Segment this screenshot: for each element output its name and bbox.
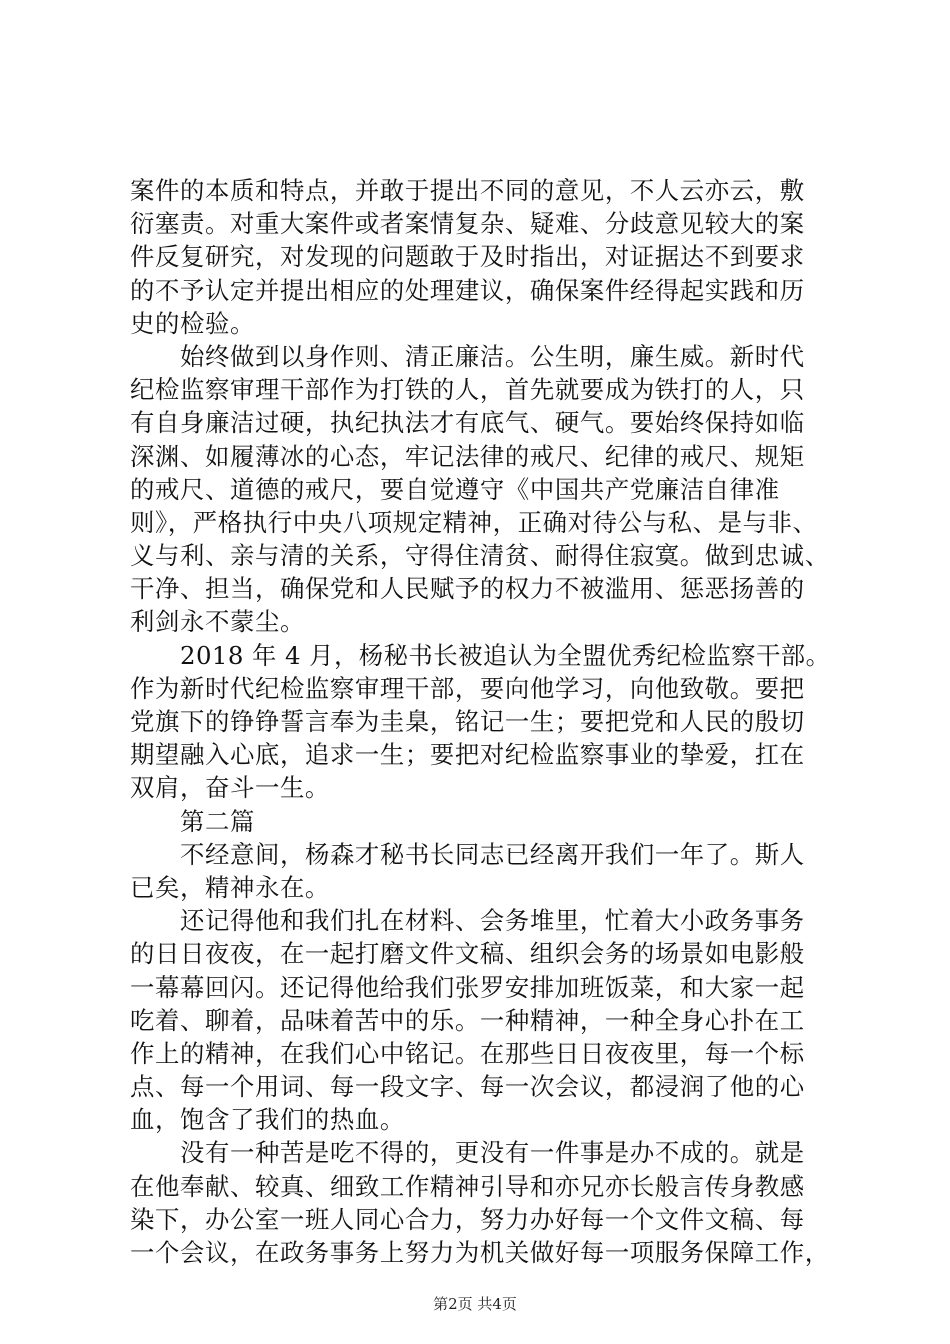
paragraph-case-review-end — [130, 174, 830, 340]
text-line: 利剑永不蒙尘。 — [130, 607, 305, 637]
paragraph-memories — [130, 904, 830, 1136]
text-line: 染下，办公室一班人同心合力，努力办好每一个文件文稿、每 — [130, 1204, 805, 1234]
page-footer: 第2页 共4页 — [433, 1295, 517, 1313]
text-line: 始终做到以身作则、清正廉洁。公生明，廉生威。新时代 — [180, 341, 805, 371]
text-line: 吃着、聊着，品味着苦中的乐。一种精神，一种全身心扑在工 — [130, 1005, 805, 1035]
paragraph-anniversary — [130, 838, 830, 904]
text-line: 义与利、亲与清的关系，守得住清贫、耐得住寂寞。做到忠诚、 — [130, 541, 830, 571]
text-line: 干净、担当，确保党和人民赋予的权力不被滥用、惩恶扬善的 — [130, 574, 805, 604]
text-line: 点、每一个用词、每一段文字、每一次会议，都浸润了他的心 — [130, 1072, 805, 1102]
text-line: 期望融入心底，追求一生；要把对纪检监察事业的挚爱，扛在 — [130, 740, 805, 770]
text-line: 深渊、如履薄冰的心态，牢记法律的戒尺、纪律的戒尺、规矩 — [130, 441, 805, 471]
text-line: 衍塞责。对重大案件或者案情复杂、疑难、分歧意见较大的案 — [130, 209, 805, 239]
document-body — [130, 174, 830, 1269]
section-heading-second — [130, 805, 830, 838]
text-line: 史的检验。 — [130, 308, 255, 338]
text-line: 已矣，精神永在。 — [130, 872, 330, 902]
text-line: 则》，严格执行中央八项规定精神，正确对待公与私、是与非、 — [130, 507, 818, 537]
text-line: 没有一种苦是吃不得的，更没有一件事是办不成的。就是 — [180, 1138, 805, 1168]
text-line: 双肩，奋斗一生。 — [130, 773, 330, 803]
paragraph-dedication — [130, 1136, 830, 1269]
text-line: 一幕幕回闪。还记得他给我们张罗安排加班饭菜，和大家一起 — [130, 972, 805, 1002]
text-line: 的戒尺、道德的戒尺，要自觉遵守《中国共产党廉洁自律准 — [130, 474, 780, 504]
paragraph-integrity — [130, 340, 830, 639]
text-line: 2018 年 4 月，杨秘书长被追认为全盟优秀纪检监察干部。 — [180, 640, 831, 670]
text-line: 作上的精神，在我们心中铭记。在那些日日夜夜里，每一个标 — [130, 1038, 805, 1068]
text-line: 作为新时代纪检监察审理干部，要向他学习，向他致敬。要把 — [130, 673, 805, 703]
paragraph-recognition — [130, 639, 830, 805]
text-line: 有自身廉洁过硬，执纪执法才有底气、硬气。要始终保持如临 — [130, 408, 805, 438]
text-line: 案件的本质和特点，并敢于提出不同的意见，不人云亦云，敷 — [130, 176, 805, 205]
text-line: 一个会议，在政务事务上努力为机关做好每一项服务保障工作， — [130, 1238, 830, 1267]
text-line: 还记得他和我们扎在材料、会务堆里，忙着大小政务事务 — [180, 906, 805, 936]
text-line: 不经意间，杨森才秘书长同志已经离开我们一年了。斯人 — [180, 839, 805, 869]
text-line: 件反复研究，对发现的问题敢于及时指出，对证据达不到要求 — [130, 242, 805, 272]
text-line: 血，饱含了我们的热血。 — [130, 1105, 405, 1135]
text-line: 在他奉献、较真、细致工作精神引导和亦兄亦长般言传身教感 — [130, 1171, 805, 1201]
text-line: 的不予认定并提出相应的处理建议，确保案件经得起实践和历 — [130, 275, 805, 305]
text-line: 的日日夜夜，在一起打磨文件文稿、组织会务的场景如电影般 — [130, 939, 805, 969]
text-line: 纪检监察审理干部作为打铁的人，首先就要成为铁打的人，只 — [130, 375, 805, 405]
text-line: 第二篇 — [180, 806, 255, 836]
text-line: 党旗下的铮铮誓言奉为圭臬，铭记一生；要把党和人民的殷切 — [130, 707, 805, 736]
